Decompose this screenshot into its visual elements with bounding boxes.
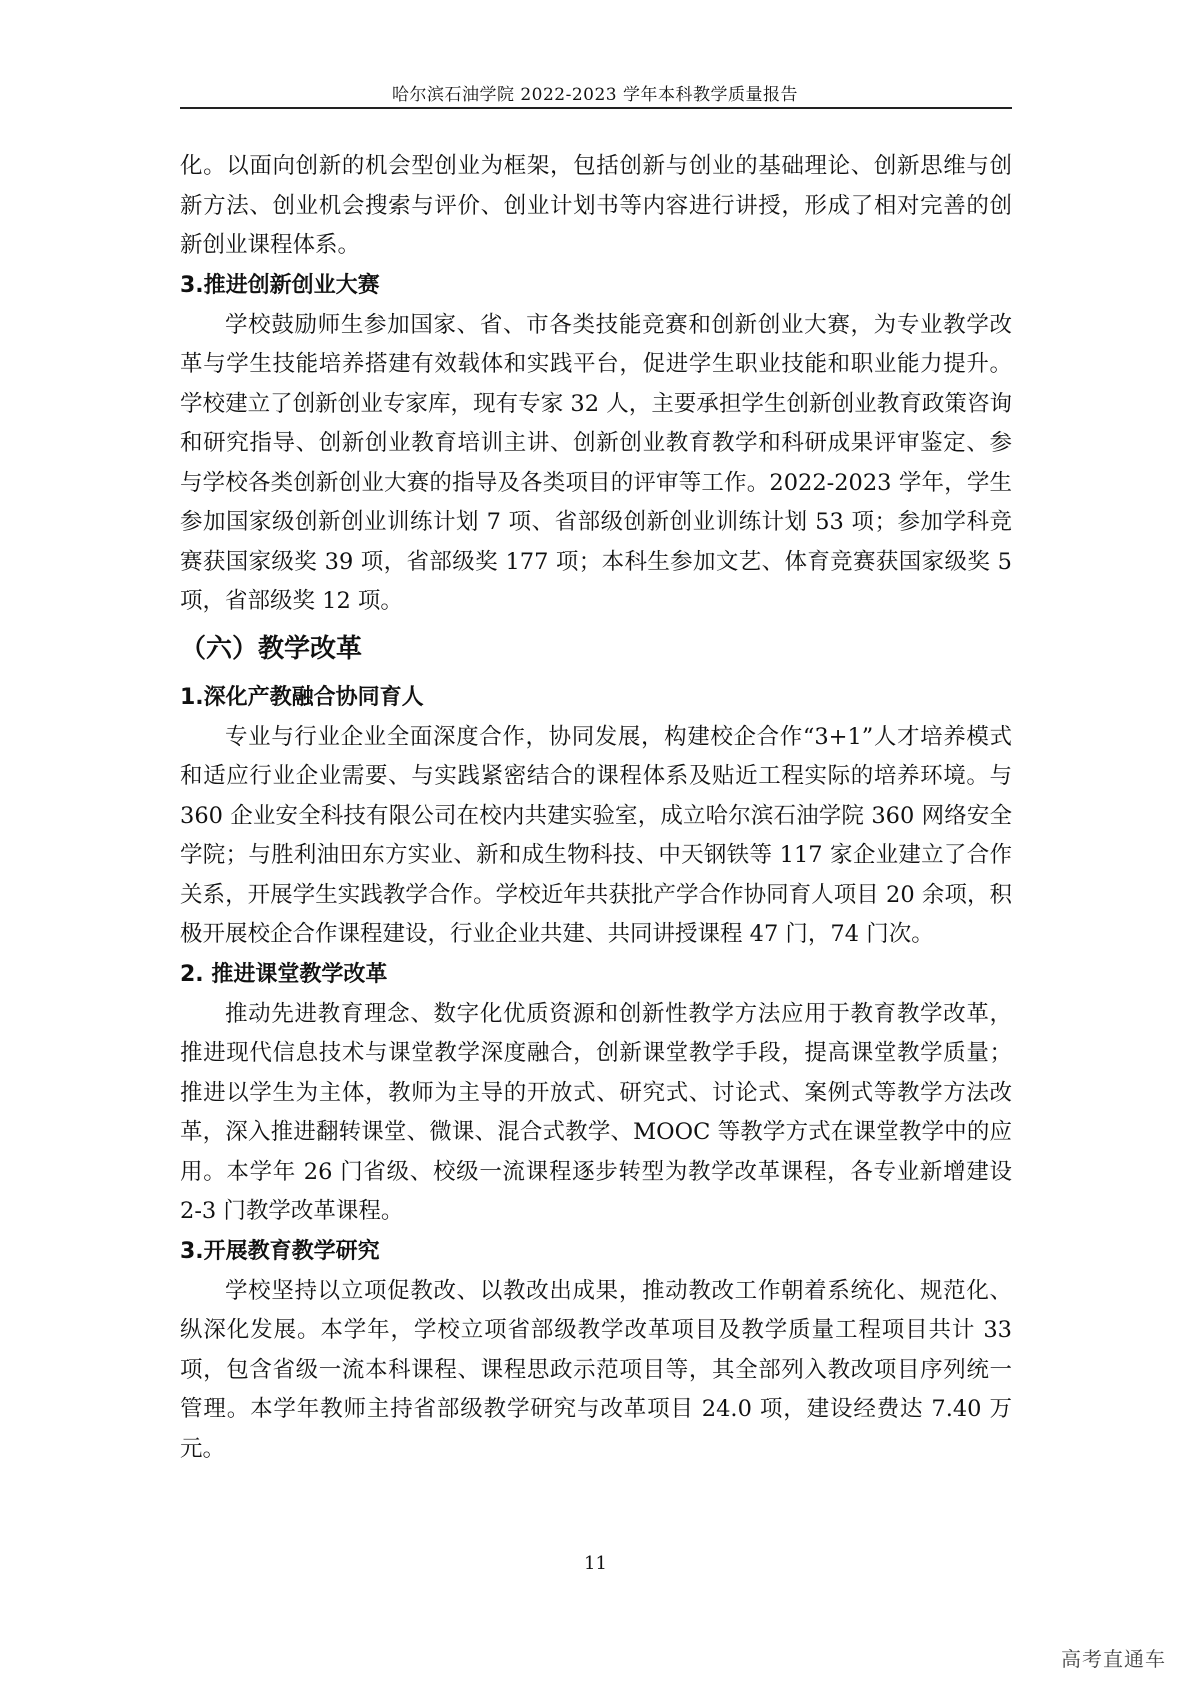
paragraph-classroom-reform: 推动先进教育理念、数字化优质资源和创新性教学方法应用于教育教学改革，推进现代信息技术与课堂教学深度融合，创新课堂教学手段，提高课堂教学质量；推进以学生为主体，教师为主导的开放式、研究式、讨论式、案例式等教学方法改革，深入推进翻转课堂、微课、混合式教学、MOOC 等教学方式在课堂教学中的应用。本学年 26 门省级、校级一流课程逐步转型为教学改革课程，各专业新增建设 2-3 门教学改革课程。 — [180, 1000, 1012, 1224]
page-content — [180, 147, 1012, 1469]
heading-innovation-contest: 3.推进创新创业大赛 — [180, 272, 380, 298]
header-divider — [180, 107, 1012, 109]
paragraph-industry-education-fusion: 专业与行业企业全面深度合作，协同发展，构建校企合作“3+1”人才培养模式和适应行业企业需要、与实践紧密结合的课程体系及贴近工程实际的培养环境。与 360 企业安全科技有限公司在校内共建实验室，成立哈尔滨石油学院 360 网络安全学院；与胜利油田东方实业、新和成生物科技、中天钢铁等 117 家企业建立了合作关系，开展学生实践教学合作。学校近年共获批产学合作协同育人项目 20 余项，积极开展校企合作课程建设，行业企业共建、共同讲授课程 47 门，74 门次。 — [180, 723, 1012, 947]
paragraph-intro: 化。以面向创新的机会型创业为框架，包括创新与创业的基础理论、创新思维与创新方法、创业机会搜索与评价、创业计划书等内容进行讲授，形成了相对完善的创新创业课程体系。 — [180, 153, 1012, 258]
paragraph-teaching-research: 学校坚持以立项促教改、以教改出成果，推动教改工作朝着系统化、规范化、纵深化发展。本学年，学校立项省部级教学改革项目及教学质量工程项目共计 33 项，包含省级一流本科课程、课程思政示范项目等，其全部列入教改项目序列统一管理。本学年教师主持省部级教学研究与改革项目 24.0 项，建设经费达 7.40 万元。 — [180, 1277, 1012, 1462]
report-header-title: 哈尔滨石油学院 2022-2023 学年本科教学质量报告 — [391, 85, 799, 105]
section-title-teaching-reform: （六）教学改革 — [180, 633, 363, 664]
heading-classroom-reform: 2. 推进课堂教学改革 — [180, 961, 388, 987]
watermark-text: 高考直通车 — [1061, 1647, 1166, 1671]
heading-industry-education-fusion: 1.深化产教融合协同育人 — [180, 684, 424, 710]
paragraph-innovation-contest: 学校鼓励师生参加国家、省、市各类技能竞赛和创新创业大赛，为专业教学改革与学生技能培养搭建有效载体和实践平台，促进学生职业技能和职业能力提升。学校建立了创新创业专家库，现有专家 32 人，主要承担学生创新创业教育政策咨询和研究指导、创新创业教育培训主讲、创新创业教育教学和科研成果评审鉴定、参与学校各类创新创业大赛的指导及各类项目的评审等工作。2022-2023 学年，学生参加国家级创新创业训练计划 7 项、省部级创新创业训练计划 53 项；参加学科竞赛获国家级奖 39 项，省部级奖 177 项；本科生参加文艺、体育竞赛获国家级奖 5 项，省部级奖 12 项。 — [180, 311, 1012, 614]
page-number: 11 — [584, 1553, 607, 1574]
heading-teaching-research: 3.开展教育教学研究 — [180, 1238, 380, 1264]
